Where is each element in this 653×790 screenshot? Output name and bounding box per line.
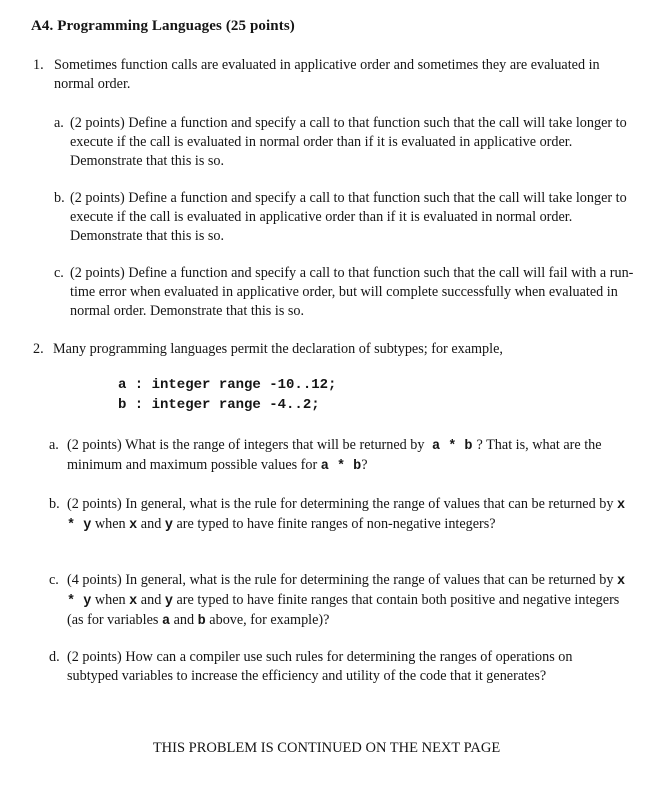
q2c-text-6: above, for example)? xyxy=(209,612,330,628)
q2b-text-2: when xyxy=(94,516,126,532)
q2a-expr-1: a * b xyxy=(432,439,473,454)
question-1a-label: a. xyxy=(54,115,64,131)
question-1b-label: b. xyxy=(54,190,65,206)
q2b-text-4: are typed to have finite ranges of non-negative integers? xyxy=(176,516,496,532)
question-2c xyxy=(49,571,634,631)
question-1-number: 1. xyxy=(33,57,44,73)
question-2-text: Many programming languages permit the declaration of subtypes; for example, xyxy=(53,341,503,357)
q2c-var-a: a xyxy=(161,614,171,629)
q2c-var-x: x xyxy=(129,594,138,609)
q2c-expr-1: x * y xyxy=(67,574,626,609)
question-2d-text: (2 points) How can a compiler use such rules for determining the ranges of operations on subtyped variables to increase the efficiency and utility of the code that it generates? xyxy=(67,649,573,684)
q2a-expr-2: a * b xyxy=(320,459,362,474)
question-1b xyxy=(54,189,639,246)
question-1b-text: (2 points) Define a function and specify a call to that function such that the call will take longer to execute if the call is evaluated in applicative order than if it is evaluated in normal order. Demonstrate that this is so. xyxy=(70,190,627,244)
question-2b-label: b. xyxy=(49,496,60,512)
code-line-2: b : integer range -4..2; xyxy=(118,397,320,413)
q2a-text-1: (2 points) What is the range of integers that will be returned by xyxy=(67,437,425,453)
question-1c xyxy=(54,264,639,321)
question-1c-label: c. xyxy=(54,265,64,281)
question-2d-label: d. xyxy=(49,649,60,665)
q2c-text-1: (4 points) In general, what is the rule for determining the range of values that can be returned by xyxy=(67,572,614,588)
question-2b-text xyxy=(67,495,629,535)
question-1c-text: (2 points) Define a function and specify a call to that function such that the call will fail with a run-time error when evaluated in applicative order, but will complete successfully when evaluated in normal order. Demonstrate that this is so. xyxy=(70,265,634,319)
question-2b xyxy=(49,495,629,535)
q2b-text-3: and xyxy=(140,516,162,532)
q2b-var-y: y xyxy=(164,518,173,533)
question-1a-text: (2 points) Define a function and specify a call to that function such that the call will take longer to execute if the call is evaluated in normal order than if it is evaluated in applicative order. Demonstrate that this is so. xyxy=(70,115,627,169)
question-2a xyxy=(49,436,634,476)
q2a-text-2: ? That is, what are the minimum and maximum possible values for xyxy=(67,437,602,473)
question-1 xyxy=(33,56,618,94)
question-2a-text xyxy=(67,436,634,476)
q2b-expr-1: x * y xyxy=(67,498,626,533)
q2c-var-y: y xyxy=(164,594,173,609)
q2c-text-3: and xyxy=(140,592,162,608)
question-2c-text xyxy=(67,571,634,631)
question-1a xyxy=(54,114,639,171)
question-2a-label: a. xyxy=(49,437,59,453)
problem-title: A4. Programming Languages (25 points) xyxy=(31,18,295,34)
code-line-1: a : integer range -10..12; xyxy=(118,377,337,393)
q2a-text-3: ? xyxy=(361,457,368,473)
q2c-var-b: b xyxy=(197,614,206,629)
question-2 xyxy=(33,340,618,359)
question-1-text: Sometimes function calls are evaluated in applicative order and sometimes they are evaluated in normal order. xyxy=(54,57,600,92)
q2b-text-1: (2 points) In general, what is the rule for determining the range of values that can be returned by xyxy=(67,496,614,512)
q2b-var-x: x xyxy=(129,518,138,533)
q2c-text-4: are typed to have finite ranges that contain both positive and negative integers (as for variables xyxy=(67,592,620,628)
q2c-text-5: and xyxy=(173,612,195,628)
question-2d xyxy=(49,648,624,686)
question-2-number: 2. xyxy=(33,341,44,357)
continued-notice: THIS PROBLEM IS CONTINUED ON THE NEXT PAGE xyxy=(152,740,501,756)
q2c-text-2: when xyxy=(94,592,126,608)
question-2c-label: c. xyxy=(49,572,59,588)
